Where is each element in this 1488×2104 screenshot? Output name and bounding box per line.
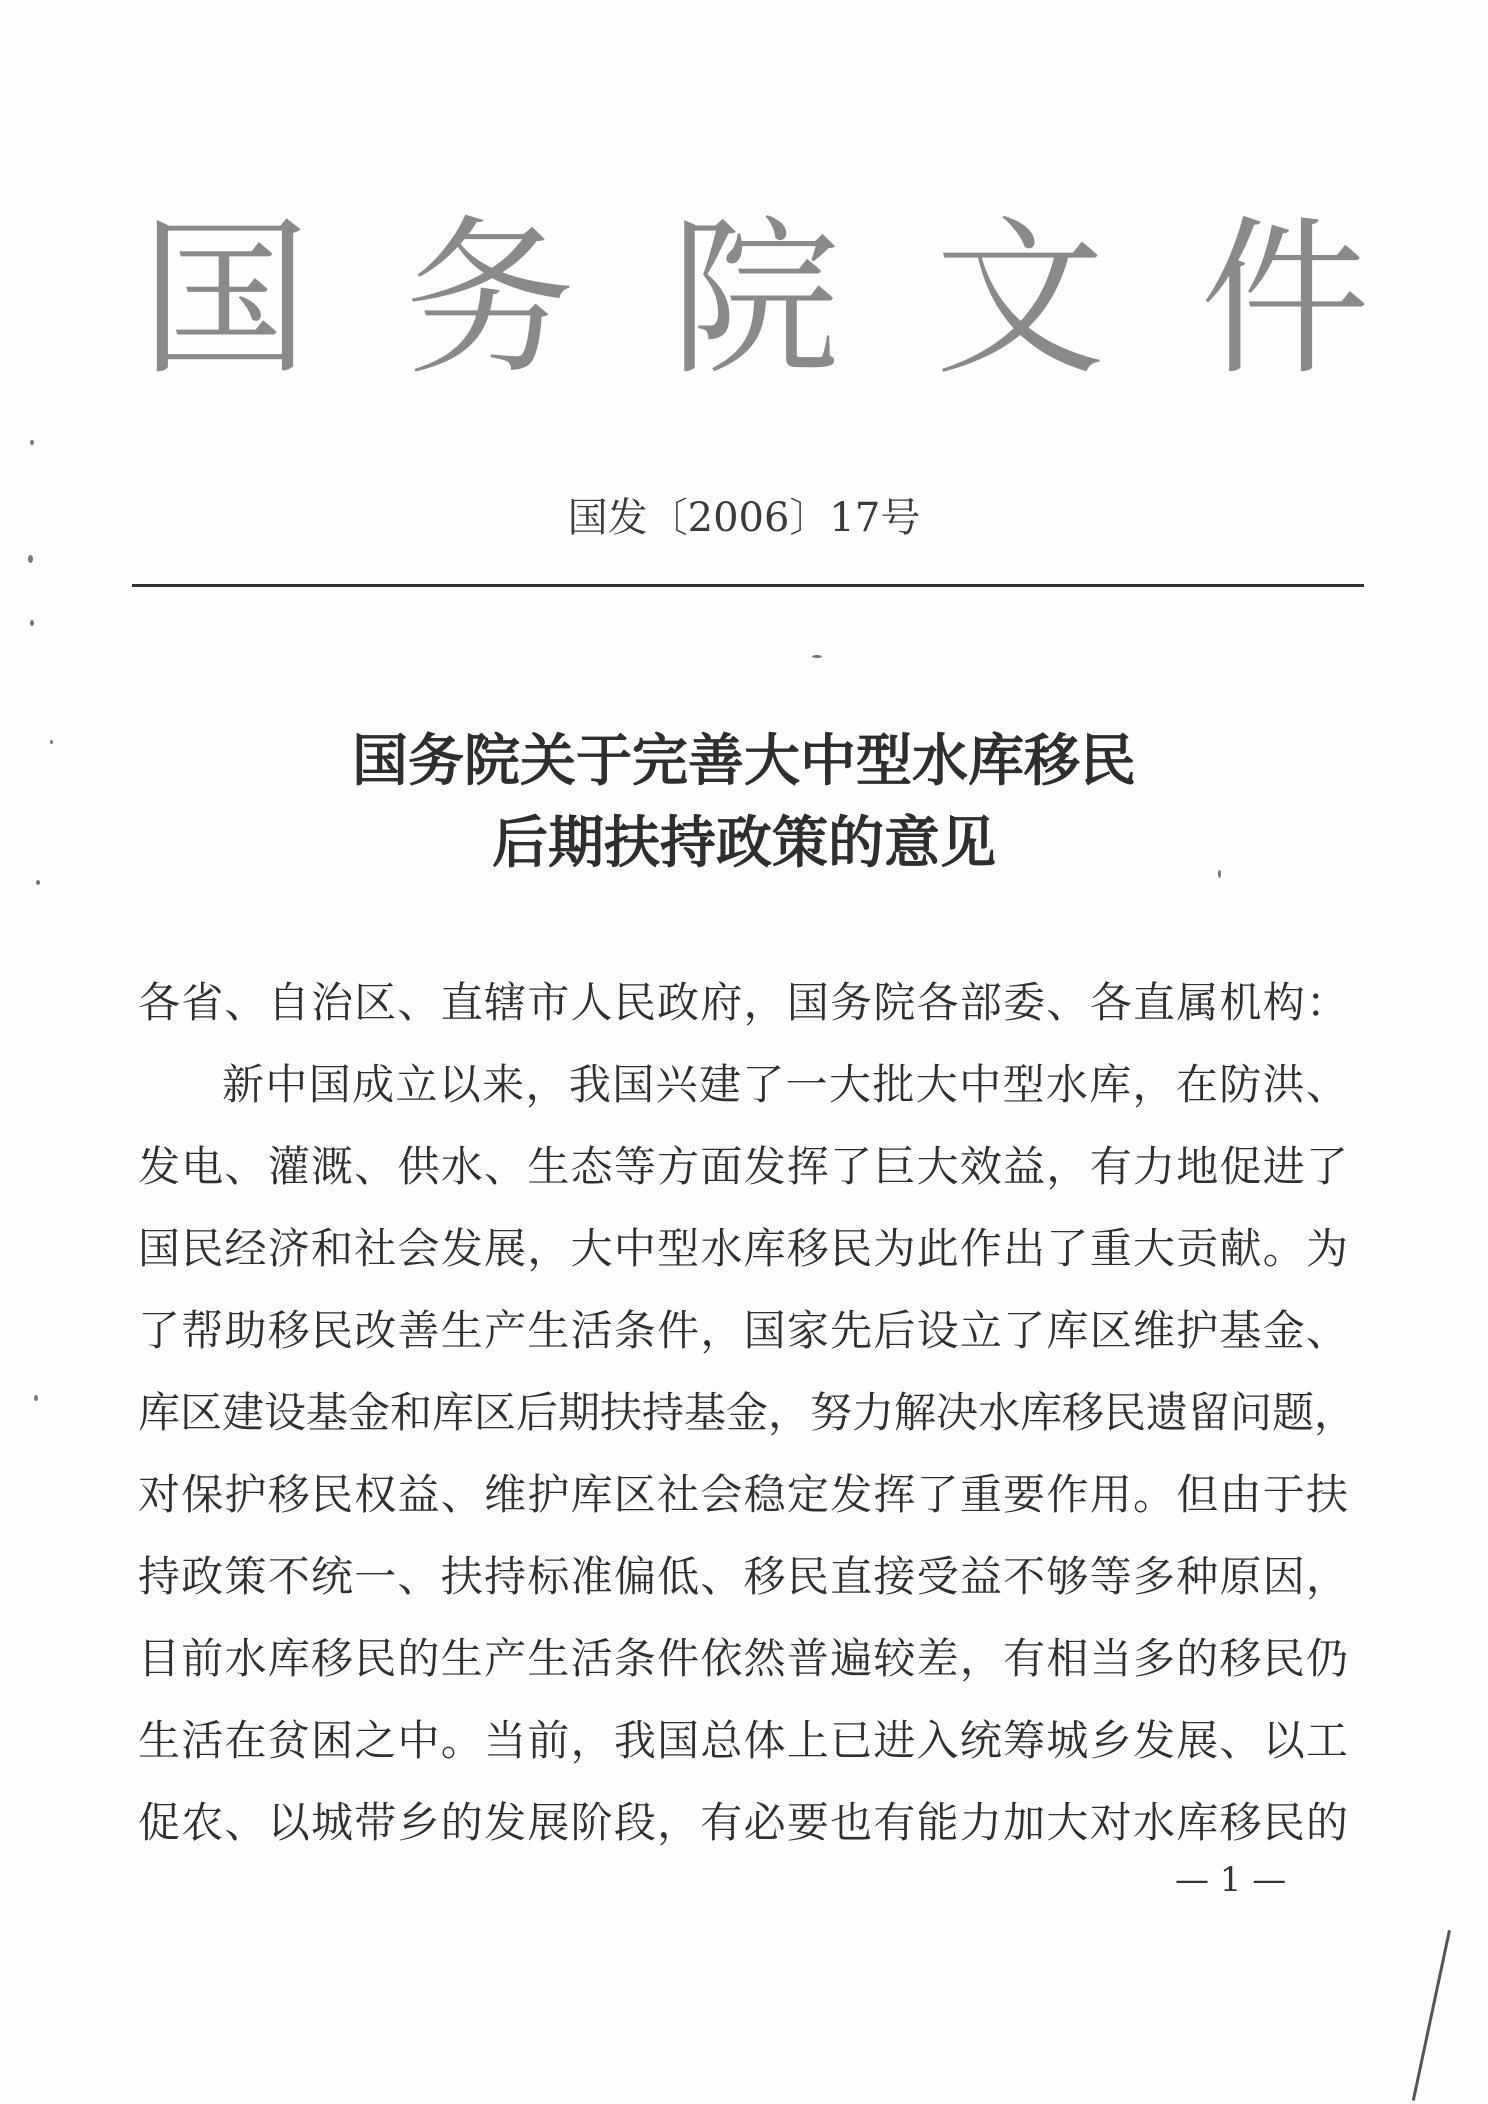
scan-speck [36, 880, 40, 885]
title-line-2: 后期扶持政策的意见 [492, 810, 996, 876]
masthead-char: 国 [140, 201, 311, 399]
scan-speck [30, 440, 34, 445]
document-number: 国发〔2006〕17号 [567, 495, 921, 541]
body-line: 库区建设基金和库区后期扶持基金，努力解决水库移民遗留问题， [138, 1388, 1357, 1437]
salutation-line: 各省、自治区、直辖市人民政府，国务院各部委、各直属机构： [138, 978, 1348, 1027]
document-body [138, 962, 1357, 1864]
masthead-char: 文 [934, 201, 1105, 399]
body-line: 对保护移民权益、维护库区社会稳定发挥了重要作用。但由于扶 [138, 1470, 1348, 1519]
body-line: 促农、以城带乡的发展阶段，有必要也有能力加大对水库移民的 [138, 1798, 1348, 1847]
masthead-char: 件 [1199, 201, 1370, 399]
scan-speck [28, 555, 33, 563]
header-divider [132, 584, 1364, 587]
body-line: 持政策不统一、扶持标准偏低、移民直接受益不够等多种原因， [138, 1552, 1348, 1601]
body-line: 国民经济和社会发展，大中型水库移民为此作出了重大贡献。为 [138, 1224, 1348, 1273]
document-title [0, 720, 1488, 884]
body-line: 发电、灌溉、供水、生态等方面发挥了巨大效益，有力地促进了 [138, 1142, 1348, 1191]
masthead [140, 200, 1370, 400]
body-line: 了帮助移民改善生产生活条件，国家先后设立了库区维护基金、 [138, 1306, 1348, 1355]
scan-speck [812, 655, 822, 658]
body-line: 生活在贫困之中。当前，我国总体上已进入统筹城乡发展、以工 [138, 1716, 1348, 1765]
masthead-char: 院 [669, 201, 840, 399]
body-line: 新中国成立以来，我国兴建了一大批大中型水库，在防洪、 [222, 1060, 1348, 1109]
page-number: — 1 — [1175, 1860, 1287, 1900]
scan-edge-mark [1412, 1930, 1451, 2101]
title-line-1: 国务院关于完善大中型水库移民 [352, 728, 1136, 794]
body-line: 目前水库移民的生产生活条件依然普遍较差，有相当多的移民仍 [138, 1634, 1348, 1683]
scan-speck [1218, 870, 1221, 878]
scan-speck [34, 1395, 38, 1401]
scan-speck [30, 620, 34, 626]
scan-speck [50, 740, 53, 744]
masthead-char: 务 [404, 201, 575, 399]
